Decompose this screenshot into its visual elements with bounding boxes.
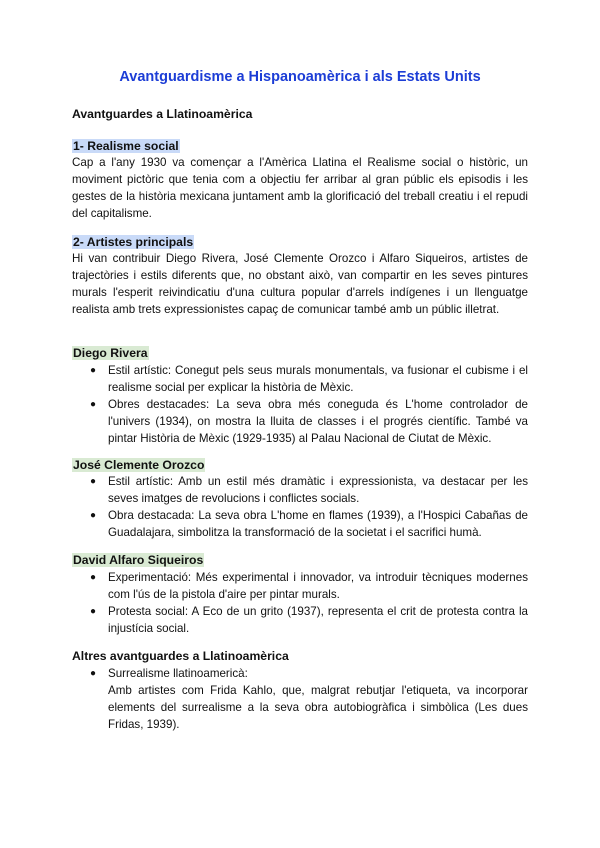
diego-rivera-heading xyxy=(72,346,149,360)
list-item xyxy=(72,396,528,447)
list-item-text: Estil artístic: Conegut pels seus murals monumentals, va fusionar el cubisme i el realisme social per explicar la història de Mèxic. xyxy=(108,364,528,394)
realisme-social-heading xyxy=(72,139,180,153)
altres-avantguardes-heading: Altres avantguardes a Llatinoamèrica xyxy=(72,649,289,663)
bullet-icon: ● xyxy=(90,476,97,487)
document-title: Avantguardisme a Hispanoamèrica i als Estats Units xyxy=(119,69,481,85)
section-heading: Avantguardes a Llatinoamèrica xyxy=(72,107,253,121)
list-item-text: Obres destacades: La seva obra més coneguda és L'home controlador de l'univers (1934), on mostra la lluita de classes i el progrés científic. També va pintar Història de Mèxic (1929-1935) al Palau Nacional de Ciutat de Mèxic. xyxy=(108,398,528,445)
list-item xyxy=(72,665,528,733)
artistes-principals-heading-text: 2- Artistes principals xyxy=(73,235,194,249)
bullet-icon: ● xyxy=(90,606,97,617)
list-item xyxy=(72,603,528,637)
list-item-text: Protesta social: A Eco de un grito (1937), representa el crit de protesta contra la injustícia social. xyxy=(108,605,528,635)
orozco-list xyxy=(72,473,528,541)
list-item xyxy=(72,473,528,507)
orozco-heading-text: José Clemente Orozco xyxy=(73,458,205,472)
artistes-principals-heading xyxy=(72,235,194,249)
siqueiros-heading-text: David Alfaro Siqueiros xyxy=(73,553,204,567)
list-item xyxy=(72,507,528,541)
realisme-social-paragraph: Cap a l'any 1930 va començar a l'Amèrica Llatina el Realisme social o històric, un moviment pictòric que tenia com a objectiu fer arribar al gran públic els episodis i les gestes de la història mexicana juntament amb la glorificació del treball creatiu i el repudi del capitalisme. xyxy=(72,156,528,220)
bullet-icon: ● xyxy=(90,365,97,376)
bullet-icon: ● xyxy=(90,510,97,521)
list-item-text: Amb artistes com Frida Kahlo, que, malgrat rebutjar l'etiqueta, va incorporar elements del surrealisme a la seva obra autobiogràfica i simbòlica (Les dues Fridas, 1939). xyxy=(108,684,528,731)
altres-avantguardes-list xyxy=(72,665,528,733)
list-item-text: Obra destacada: La seva obra L'home en flames (1939), a l'Hospici Cabañas de Guadalajara, simbolitza la transformació de la societat i el sacrifici humà. xyxy=(108,509,528,539)
siqueiros-heading xyxy=(72,553,204,567)
orozco-heading xyxy=(72,458,205,472)
artistes-principals-paragraph: Hi van contribuir Diego Rivera, José Clemente Orozco i Alfaro Siqueiros, artistes de trajectòries i estils diferents que, no obstant això, van compartir en les seves pintures murals l'esperit reivindicatiu d'una cultura popular d'arrels indígenes i un llenguatge realista amb trets expressionistes capaç de comunicar també amb un públic illetrat. xyxy=(72,252,528,316)
list-item xyxy=(72,569,528,603)
bullet-icon: ● xyxy=(90,572,97,583)
siqueiros-list xyxy=(72,569,528,637)
bullet-icon: ● xyxy=(90,399,97,410)
list-item-text: Experimentació: Més experimental i innovador, va introduir tècniques modernes com l'ús de la pistola d'aire per pintar murals. xyxy=(108,571,528,601)
list-item-text: Estil artístic: Amb un estil més dramàtic i expressionista, va destacar per les seves imatges de revolucions i conflictes socials. xyxy=(108,475,528,505)
list-item-label: Surrealisme llatinoamericà: xyxy=(108,667,248,680)
realisme-social-heading-text: 1- Realisme social xyxy=(73,139,179,153)
list-item xyxy=(72,362,528,396)
diego-rivera-list xyxy=(72,362,528,447)
diego-rivera-heading-text: Diego Rivera xyxy=(73,346,148,360)
bullet-icon: ● xyxy=(90,668,97,679)
